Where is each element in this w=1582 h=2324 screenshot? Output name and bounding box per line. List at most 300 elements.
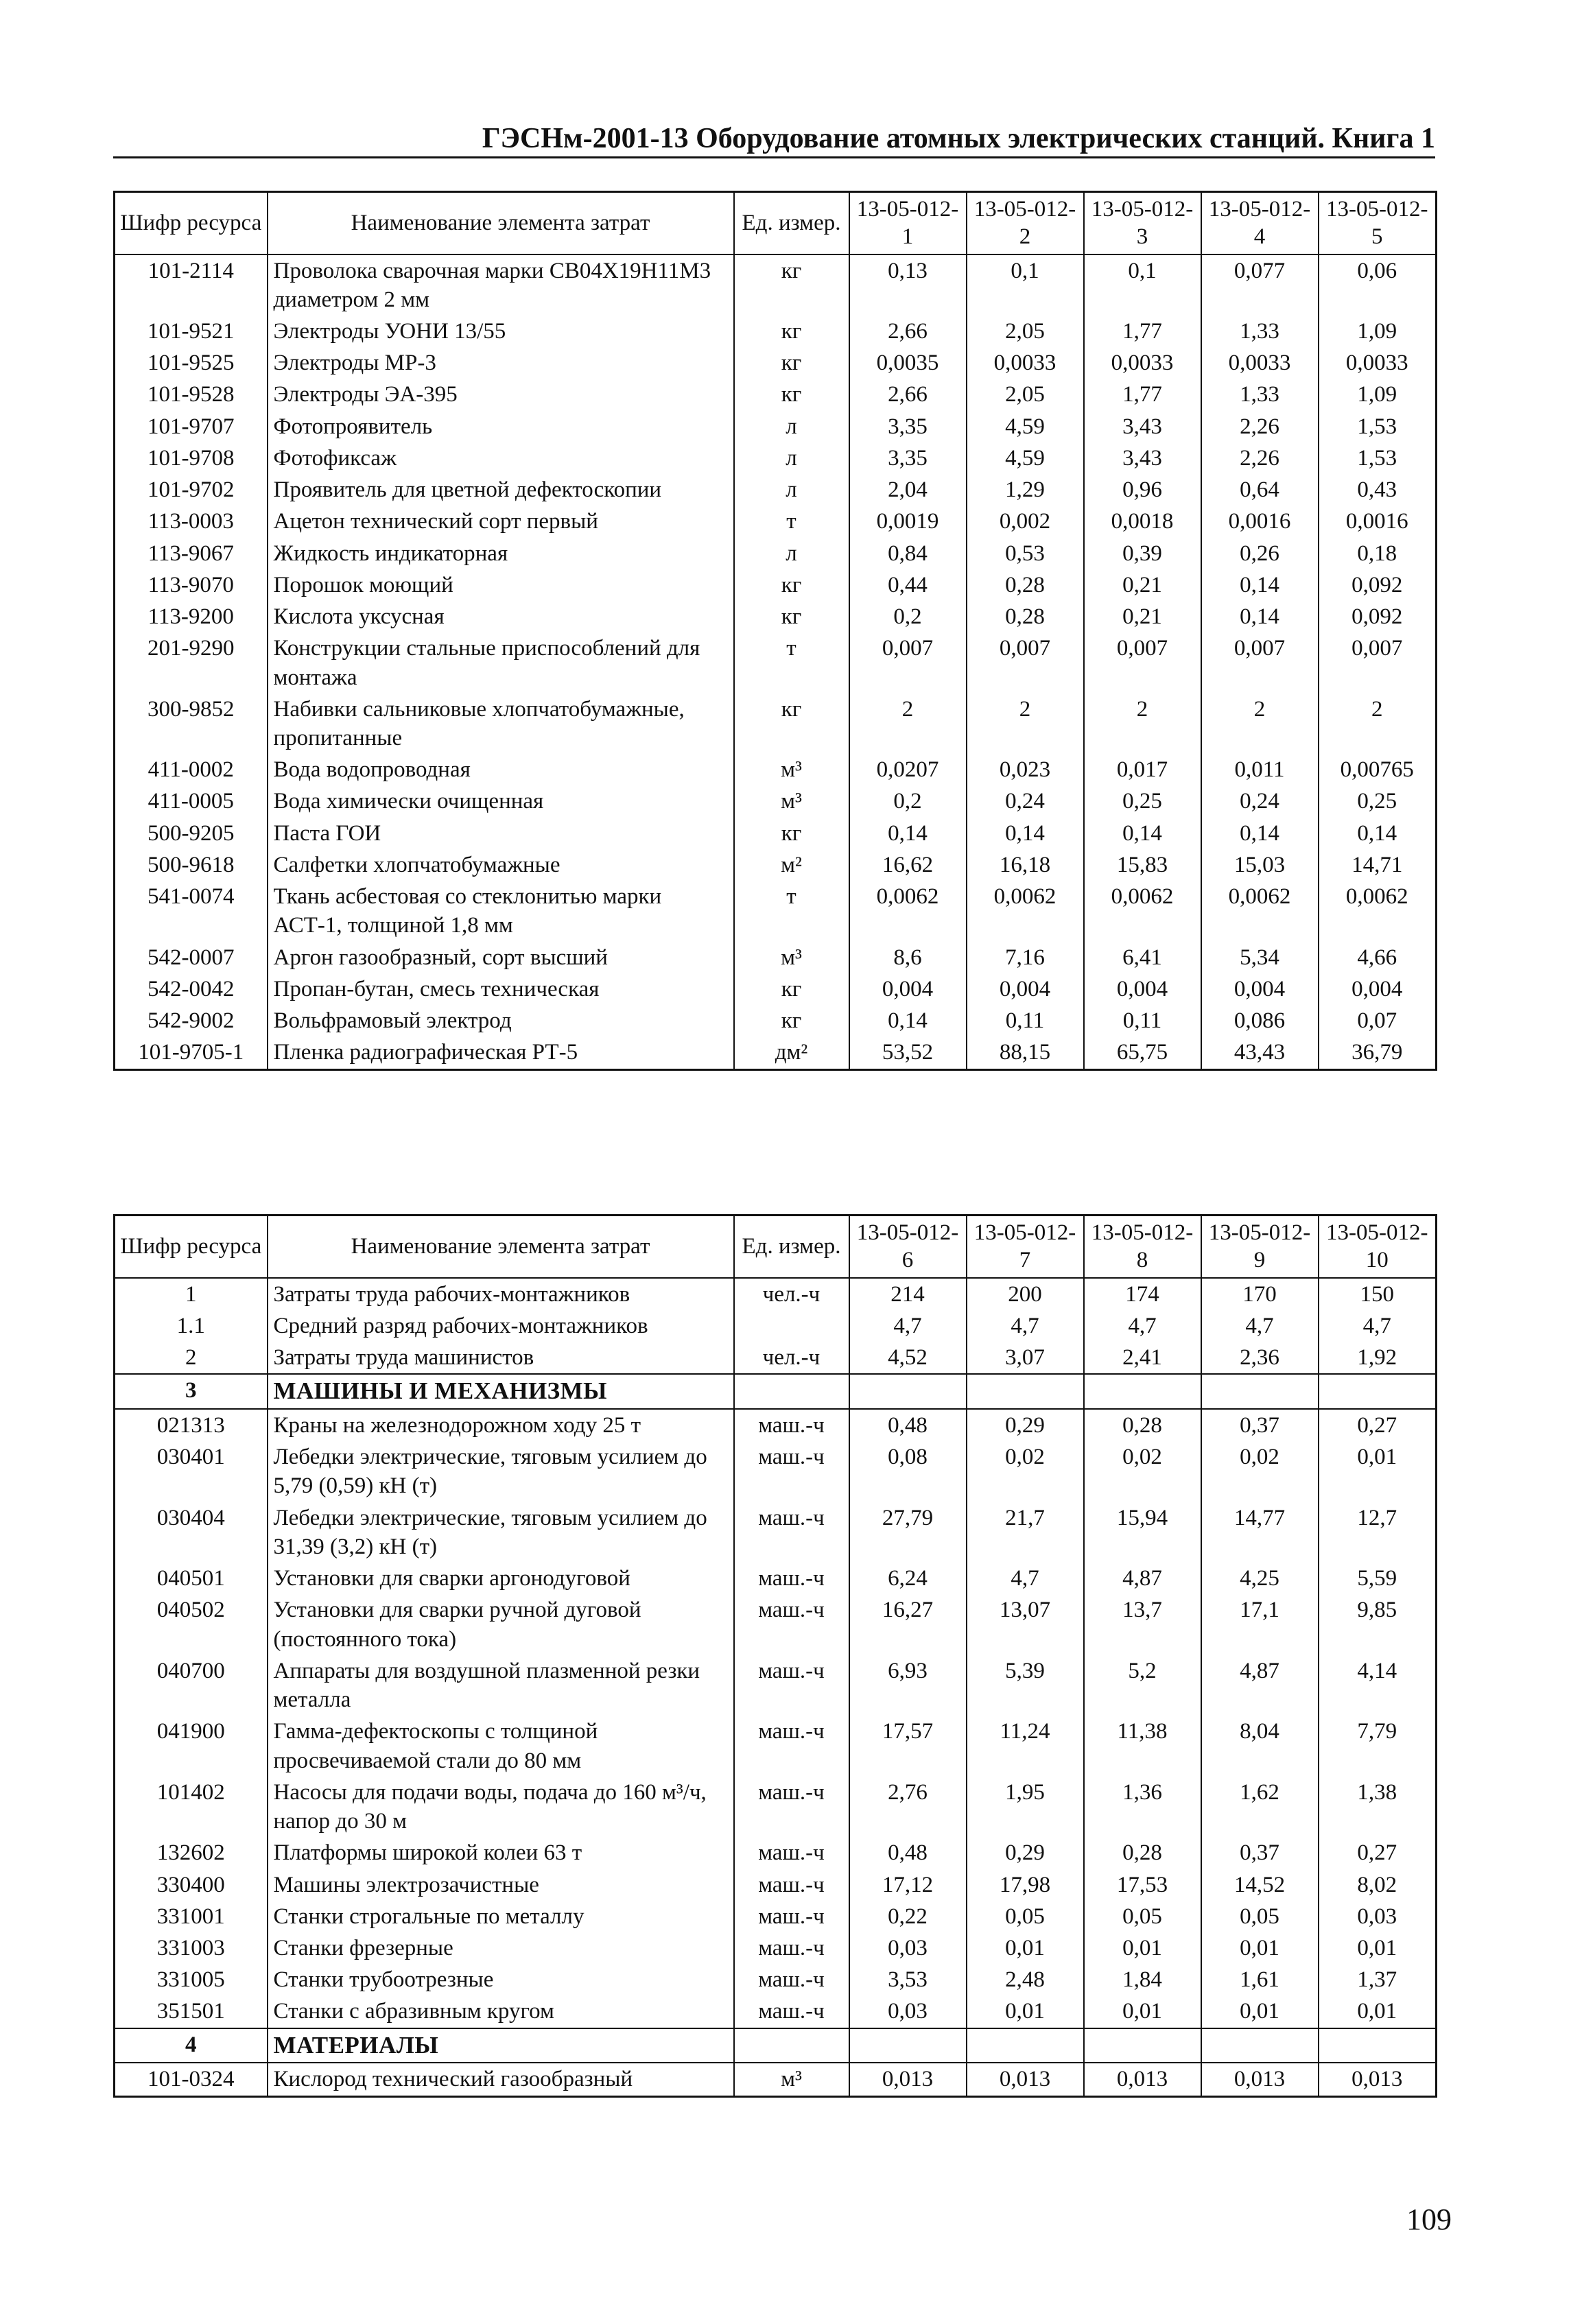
cell-code: 101-0324 <box>115 2063 268 2096</box>
cell-value-4: 0,0016 <box>1201 506 1319 537</box>
cell-value-3: 5,2 <box>1084 1655 1201 1716</box>
cell-value-2: 2,05 <box>967 316 1084 347</box>
cell-value-1: 6,93 <box>849 1655 967 1716</box>
cell-value-3: 3,43 <box>1084 442 1201 474</box>
cell-unit: м² <box>734 849 849 881</box>
cell-value-4: 43,43 <box>1201 1036 1319 1069</box>
cell-value-2: 0,11 <box>967 1005 1084 1036</box>
cell-value-1: 8,6 <box>849 942 967 973</box>
cell-value-5: 0,06 <box>1319 254 1437 316</box>
cell-code: 101-9521 <box>115 316 268 347</box>
cell-name: Вода водопроводная <box>268 754 734 785</box>
cell-unit: чел.-ч <box>734 1278 849 1310</box>
cell-value-3: 0,21 <box>1084 601 1201 632</box>
table-row <box>115 1655 1437 1716</box>
col-header-c5: 13-05-012-5 <box>1319 192 1437 254</box>
cell-value-2: 200 <box>967 1278 1084 1310</box>
cell-value-2: 4,59 <box>967 442 1084 474</box>
cell-value-4: 0,01 <box>1201 1932 1319 1964</box>
cell-value-4: 5,34 <box>1201 942 1319 973</box>
cell-value-1: 4,7 <box>849 1310 967 1342</box>
cell-unit: маш.-ч <box>734 1441 849 1502</box>
cell-name: Электроды ЭА-395 <box>268 379 734 410</box>
cell-unit: маш.-ч <box>734 1409 849 1441</box>
cell-code: 101402 <box>115 1777 268 1837</box>
cell-name: Установки для сварки аргонодуговой <box>268 1563 734 1594</box>
cell-value-5: 4,66 <box>1319 942 1437 973</box>
cell-value-3: 0,25 <box>1084 785 1201 817</box>
cell-value-2: 0,24 <box>967 785 1084 817</box>
table-row <box>115 411 1437 442</box>
table-body <box>115 1278 1437 2097</box>
cell-unit: т <box>734 632 849 693</box>
cell-value-5: 0,004 <box>1319 973 1437 1005</box>
cell-name: Станки строгальные по металлу <box>268 1901 734 1932</box>
cell-value-5: 1,37 <box>1319 1964 1437 1995</box>
cell-code: 101-9528 <box>115 379 268 410</box>
cell-value-2: 0,14 <box>967 818 1084 849</box>
cell-value-1: 16,62 <box>849 849 967 881</box>
cell-value-3 <box>1084 2028 1201 2063</box>
col-header-code: Шифр ресурса <box>115 1216 268 1278</box>
table-row <box>115 632 1437 693</box>
cell-unit: маш.-ч <box>734 1901 849 1932</box>
cell-code: 201-9290 <box>115 632 268 693</box>
cell-value-3: 0,004 <box>1084 973 1201 1005</box>
cell-value-2: 0,007 <box>967 632 1084 693</box>
cell-value-5: 0,43 <box>1319 474 1437 506</box>
cell-value-2: 0,002 <box>967 506 1084 537</box>
cell-value-4: 0,02 <box>1201 1441 1319 1502</box>
table-row <box>115 1594 1437 1655</box>
col-header-c4: 13-05-012-4 <box>1201 192 1319 254</box>
cell-unit: т <box>734 881 849 941</box>
cell-code: 101-9705-1 <box>115 1036 268 1069</box>
cell-value-1: 0,48 <box>849 1837 967 1869</box>
cell-code: 3 <box>115 1374 268 1409</box>
cell-value-1: 0,44 <box>849 569 967 601</box>
table-row <box>115 601 1437 632</box>
cell-value-1: 0,22 <box>849 1901 967 1932</box>
cell-name: Машины электрозачистные <box>268 1869 734 1901</box>
cell-unit: кг <box>734 347 849 379</box>
cell-unit: м³ <box>734 785 849 817</box>
cell-name: Жидкость индикаторная <box>268 538 734 569</box>
cell-value-1 <box>849 2028 967 2063</box>
cell-unit: кг <box>734 569 849 601</box>
cell-value-4: 0,004 <box>1201 973 1319 1005</box>
cell-value-3: 0,0033 <box>1084 347 1201 379</box>
cell-value-1: 4,52 <box>849 1342 967 1374</box>
cell-value-4: 1,33 <box>1201 316 1319 347</box>
cell-value-4: 170 <box>1201 1278 1319 1310</box>
cell-value-4: 0,007 <box>1201 632 1319 693</box>
cell-value-5: 4,14 <box>1319 1655 1437 1716</box>
cell-unit: маш.-ч <box>734 1716 849 1776</box>
table-row <box>115 881 1437 941</box>
cell-value-3: 1,84 <box>1084 1964 1201 1995</box>
cell-name: Краны на железнодорожном ходу 25 т <box>268 1409 734 1441</box>
cell-unit: л <box>734 538 849 569</box>
cell-code: 500-9618 <box>115 849 268 881</box>
cell-value-4 <box>1201 1374 1319 1409</box>
cell-code: 040700 <box>115 1655 268 1716</box>
cell-code: 101-2114 <box>115 254 268 316</box>
table-row <box>115 1901 1437 1932</box>
table-header-row <box>115 192 1437 254</box>
table-row <box>115 347 1437 379</box>
cell-value-5 <box>1319 1374 1437 1409</box>
cell-value-5: 0,14 <box>1319 818 1437 849</box>
table-row <box>115 1502 1437 1563</box>
cell-code: 411-0002 <box>115 754 268 785</box>
cell-value-3: 0,39 <box>1084 538 1201 569</box>
cell-value-4: 0,26 <box>1201 538 1319 569</box>
table-row <box>115 2063 1437 2096</box>
cell-value-4: 4,7 <box>1201 1310 1319 1342</box>
cell-value-3: 0,01 <box>1084 1995 1201 2028</box>
cell-value-4: 0,077 <box>1201 254 1319 316</box>
cell-name: Станки с абразивным кругом <box>268 1995 734 2028</box>
cell-code: 300-9852 <box>115 693 268 754</box>
cell-name: Станки фрезерные <box>268 1932 734 1964</box>
cell-value-4: 1,62 <box>1201 1777 1319 1837</box>
cell-value-4: 0,0033 <box>1201 347 1319 379</box>
table-row <box>115 1278 1437 1310</box>
cell-name: Затраты труда машинистов <box>268 1342 734 1374</box>
cell-value-4: 0,01 <box>1201 1995 1319 2028</box>
cell-code: 113-9067 <box>115 538 268 569</box>
table-row <box>115 442 1437 474</box>
cell-unit: маш.-ч <box>734 1777 849 1837</box>
col-header-unit: Ед. измер. <box>734 192 849 254</box>
cell-value-5: 150 <box>1319 1278 1437 1310</box>
table-row <box>115 1005 1437 1036</box>
cell-code: 101-9525 <box>115 347 268 379</box>
cell-value-1: 0,03 <box>849 1995 967 2028</box>
table-row <box>115 538 1437 569</box>
cell-name: Лебедки электрические, тяговым усилием до 5,79 (0,59) кН (т) <box>268 1441 734 1502</box>
cell-unit: т <box>734 506 849 537</box>
cell-value-2: 2,05 <box>967 379 1084 410</box>
cell-value-5: 0,27 <box>1319 1837 1437 1869</box>
cell-name: МАТЕРИАЛЫ <box>268 2028 734 2063</box>
section-row <box>115 2028 1437 2063</box>
cell-value-2 <box>967 2028 1084 2063</box>
table-row <box>115 316 1437 347</box>
cell-name: Фотопроявитель <box>268 411 734 442</box>
cell-value-4: 4,25 <box>1201 1563 1319 1594</box>
cell-value-5: 12,7 <box>1319 1502 1437 1563</box>
cell-name: Установки для сварки ручной дуговой (постоянного тока) <box>268 1594 734 1655</box>
cell-code: 411-0005 <box>115 785 268 817</box>
section-row <box>115 1374 1437 1409</box>
cell-unit: маш.-ч <box>734 1594 849 1655</box>
cell-value-1: 2 <box>849 693 967 754</box>
cell-unit: маш.-ч <box>734 1964 849 1995</box>
cell-unit: л <box>734 442 849 474</box>
cell-value-4: 4,87 <box>1201 1655 1319 1716</box>
table-row <box>115 1409 1437 1441</box>
cell-value-1: 6,24 <box>849 1563 967 1594</box>
cell-unit: маш.-ч <box>734 1869 849 1901</box>
cell-value-1: 3,53 <box>849 1964 967 1995</box>
cell-value-3: 13,7 <box>1084 1594 1201 1655</box>
cell-value-3: 0,14 <box>1084 818 1201 849</box>
cell-name: Набивки сальниковые хлопчатобумажные, пропитанные <box>268 693 734 754</box>
table-row <box>115 942 1437 973</box>
cell-value-3 <box>1084 1374 1201 1409</box>
cell-value-1: 0,84 <box>849 538 967 569</box>
cell-value-5: 4,7 <box>1319 1310 1437 1342</box>
cell-code: 351501 <box>115 1995 268 2028</box>
cell-value-5: 7,79 <box>1319 1716 1437 1776</box>
cell-code: 113-9200 <box>115 601 268 632</box>
cell-unit: кг <box>734 254 849 316</box>
cell-value-5: 0,27 <box>1319 1409 1437 1441</box>
cell-value-1 <box>849 1374 967 1409</box>
cell-code: 541-0074 <box>115 881 268 941</box>
table-row <box>115 973 1437 1005</box>
cell-value-4: 2,26 <box>1201 411 1319 442</box>
cell-code: 040501 <box>115 1563 268 1594</box>
cell-unit <box>734 1310 849 1342</box>
cell-value-2: 16,18 <box>967 849 1084 881</box>
cell-value-3: 4,7 <box>1084 1310 1201 1342</box>
cell-value-5: 0,092 <box>1319 601 1437 632</box>
cell-code: 021313 <box>115 1409 268 1441</box>
table-row <box>115 849 1437 881</box>
cell-name: Насосы для подачи воды, подача до 160 м³/ч, напор до 30 м <box>268 1777 734 1837</box>
cell-unit: дм² <box>734 1036 849 1069</box>
cell-value-1: 2,66 <box>849 379 967 410</box>
cell-value-4: 2,26 <box>1201 442 1319 474</box>
cell-value-5: 9,85 <box>1319 1594 1437 1655</box>
cell-value-3: 0,0018 <box>1084 506 1201 537</box>
cell-code: 500-9205 <box>115 818 268 849</box>
cell-code: 331001 <box>115 1901 268 1932</box>
cell-code: 030404 <box>115 1502 268 1563</box>
cell-unit: кг <box>734 693 849 754</box>
cell-name: Ткань асбестовая со стеклонитью марки АСТ-1, толщиной 1,8 мм <box>268 881 734 941</box>
cell-value-2: 11,24 <box>967 1716 1084 1776</box>
cell-value-4: 0,14 <box>1201 601 1319 632</box>
cell-code: 030401 <box>115 1441 268 1502</box>
cell-value-3: 174 <box>1084 1278 1201 1310</box>
table-body <box>115 254 1437 1070</box>
col-header-c3: 13-05-012-3 <box>1084 192 1201 254</box>
cell-value-3: 0,017 <box>1084 754 1201 785</box>
cell-value-2: 0,29 <box>967 1409 1084 1441</box>
cell-value-2: 0,0062 <box>967 881 1084 941</box>
cell-name: Ацетон технический сорт первый <box>268 506 734 537</box>
cell-value-1: 0,0035 <box>849 347 967 379</box>
cell-code: 542-0007 <box>115 942 268 973</box>
cell-value-5: 0,25 <box>1319 785 1437 817</box>
cell-value-2: 3,07 <box>967 1342 1084 1374</box>
cell-value-1: 2,76 <box>849 1777 967 1837</box>
cell-value-1: 0,007 <box>849 632 967 693</box>
cell-value-5: 1,09 <box>1319 316 1437 347</box>
cell-value-5: 0,0033 <box>1319 347 1437 379</box>
cell-name: Лебедки электрические, тяговым усилием до 31,39 (3,2) кН (т) <box>268 1502 734 1563</box>
table-header-row <box>115 1216 1437 1278</box>
cell-unit: м³ <box>734 942 849 973</box>
table-row <box>115 1995 1437 2028</box>
cell-value-1: 0,2 <box>849 601 967 632</box>
cell-unit: кг <box>734 1005 849 1036</box>
cell-unit: маш.-ч <box>734 1655 849 1716</box>
cell-value-2: 0,28 <box>967 569 1084 601</box>
col-header-c2: 13-05-012-2 <box>967 192 1084 254</box>
cell-value-5: 0,03 <box>1319 1901 1437 1932</box>
cell-value-3: 0,28 <box>1084 1409 1201 1441</box>
cell-value-2: 0,01 <box>967 1995 1084 2028</box>
cell-value-3: 17,53 <box>1084 1869 1201 1901</box>
cell-unit: кг <box>734 973 849 1005</box>
cell-value-2: 0,01 <box>967 1932 1084 1964</box>
cell-value-3: 0,05 <box>1084 1901 1201 1932</box>
cell-value-1: 2,66 <box>849 316 967 347</box>
cell-value-1: 0,14 <box>849 818 967 849</box>
cell-value-3: 0,28 <box>1084 1837 1201 1869</box>
cell-name: Салфетки хлопчатобумажные <box>268 849 734 881</box>
cell-code: 4 <box>115 2028 268 2063</box>
col-header-code: Шифр ресурса <box>115 192 268 254</box>
cell-value-5: 0,092 <box>1319 569 1437 601</box>
col-header-unit: Ед. измер. <box>734 1216 849 1278</box>
cell-code: 1.1 <box>115 1310 268 1342</box>
cell-code: 330400 <box>115 1869 268 1901</box>
cell-unit: кг <box>734 818 849 849</box>
cell-unit: маш.-ч <box>734 1563 849 1594</box>
cell-value-1: 17,12 <box>849 1869 967 1901</box>
cell-value-2: 0,023 <box>967 754 1084 785</box>
cell-value-5 <box>1319 2028 1437 2063</box>
cell-value-3: 0,1 <box>1084 254 1201 316</box>
cell-code: 132602 <box>115 1837 268 1869</box>
col-header-c3: 13-05-012-8 <box>1084 1216 1201 1278</box>
cell-value-3: 15,94 <box>1084 1502 1201 1563</box>
cell-value-1: 3,35 <box>849 411 967 442</box>
table-row <box>115 1932 1437 1964</box>
cell-value-4: 14,52 <box>1201 1869 1319 1901</box>
cell-value-5: 36,79 <box>1319 1036 1437 1069</box>
cell-value-1: 53,52 <box>849 1036 967 1069</box>
cell-value-2: 21,7 <box>967 1502 1084 1563</box>
cell-value-5: 0,007 <box>1319 632 1437 693</box>
cell-value-1: 2,04 <box>849 474 967 506</box>
cell-value-1: 0,0062 <box>849 881 967 941</box>
cell-unit: м³ <box>734 754 849 785</box>
cell-value-1: 16,27 <box>849 1594 967 1655</box>
cell-value-2: 88,15 <box>967 1036 1084 1069</box>
cell-value-1: 0,2 <box>849 785 967 817</box>
table-row <box>115 379 1437 410</box>
cell-name: Электроды МР-3 <box>268 347 734 379</box>
cell-value-5: 1,38 <box>1319 1777 1437 1837</box>
table-row <box>115 1036 1437 1069</box>
cell-value-5: 8,02 <box>1319 1869 1437 1901</box>
cell-value-1: 214 <box>849 1278 967 1310</box>
cell-value-2: 4,7 <box>967 1310 1084 1342</box>
cell-name: Пленка радиографическая РТ-5 <box>268 1036 734 1069</box>
col-header-c5: 13-05-012-10 <box>1319 1216 1437 1278</box>
cell-value-1: 0,48 <box>849 1409 967 1441</box>
cell-value-5: 0,0016 <box>1319 506 1437 537</box>
cell-value-4: 0,24 <box>1201 785 1319 817</box>
cell-value-2: 1,95 <box>967 1777 1084 1837</box>
cell-unit: маш.-ч <box>734 1502 849 1563</box>
cell-value-4 <box>1201 2028 1319 2063</box>
cell-value-4: 1,61 <box>1201 1964 1319 1995</box>
cell-value-3: 0,02 <box>1084 1441 1201 1502</box>
cell-code: 040502 <box>115 1594 268 1655</box>
cell-unit: маш.-ч <box>734 1932 849 1964</box>
col-header-c2: 13-05-012-7 <box>967 1216 1084 1278</box>
cell-name: Вольфрамовый электрод <box>268 1005 734 1036</box>
cell-code: 101-9707 <box>115 411 268 442</box>
cell-name: Паста ГОИ <box>268 818 734 849</box>
cell-value-2: 0,013 <box>967 2063 1084 2096</box>
cell-value-3: 0,21 <box>1084 569 1201 601</box>
table-row <box>115 693 1437 754</box>
cell-code: 1 <box>115 1278 268 1310</box>
table-row <box>115 1777 1437 1837</box>
cell-name: Вода химически очищенная <box>268 785 734 817</box>
cell-value-1: 3,35 <box>849 442 967 474</box>
cell-value-4: 0,14 <box>1201 818 1319 849</box>
cell-unit: л <box>734 411 849 442</box>
cell-unit: маш.-ч <box>734 1995 849 2028</box>
cell-value-2: 13,07 <box>967 1594 1084 1655</box>
cell-value-1: 0,004 <box>849 973 967 1005</box>
cell-value-2: 0,28 <box>967 601 1084 632</box>
table-row <box>115 754 1437 785</box>
cell-value-4: 0,011 <box>1201 754 1319 785</box>
cell-value-3: 0,013 <box>1084 2063 1201 2096</box>
cell-name: МАШИНЫ И МЕХАНИЗМЫ <box>268 1374 734 1409</box>
cell-value-5: 0,01 <box>1319 1441 1437 1502</box>
cell-code: 041900 <box>115 1716 268 1776</box>
cell-value-3: 1,36 <box>1084 1777 1201 1837</box>
cell-value-3: 0,01 <box>1084 1932 1201 1964</box>
cell-value-1: 0,0019 <box>849 506 967 537</box>
cell-value-3: 2,41 <box>1084 1342 1201 1374</box>
cell-value-5: 1,53 <box>1319 442 1437 474</box>
cell-name: Станки трубоотрезные <box>268 1964 734 1995</box>
table-row <box>115 1964 1437 1995</box>
cell-value-1: 17,57 <box>849 1716 967 1776</box>
col-header-c1: 13-05-012-6 <box>849 1216 967 1278</box>
cell-value-1: 27,79 <box>849 1502 967 1563</box>
cell-value-4: 17,1 <box>1201 1594 1319 1655</box>
cell-name: Проявитель для цветной дефектоскопии <box>268 474 734 506</box>
cell-value-4: 14,77 <box>1201 1502 1319 1563</box>
page-number: 109 <box>1406 2203 1452 2236</box>
cell-name: Затраты труда рабочих-монтажников <box>268 1278 734 1310</box>
cell-value-4: 15,03 <box>1201 849 1319 881</box>
cell-value-4: 0,0062 <box>1201 881 1319 941</box>
cell-value-4: 8,04 <box>1201 1716 1319 1776</box>
cell-unit <box>734 2028 849 2063</box>
cell-unit: маш.-ч <box>734 1837 849 1869</box>
cell-value-3: 0,96 <box>1084 474 1201 506</box>
table-row <box>115 1837 1437 1869</box>
cell-value-3: 65,75 <box>1084 1036 1201 1069</box>
cell-unit: кг <box>734 601 849 632</box>
cell-value-1: 0,0207 <box>849 754 967 785</box>
